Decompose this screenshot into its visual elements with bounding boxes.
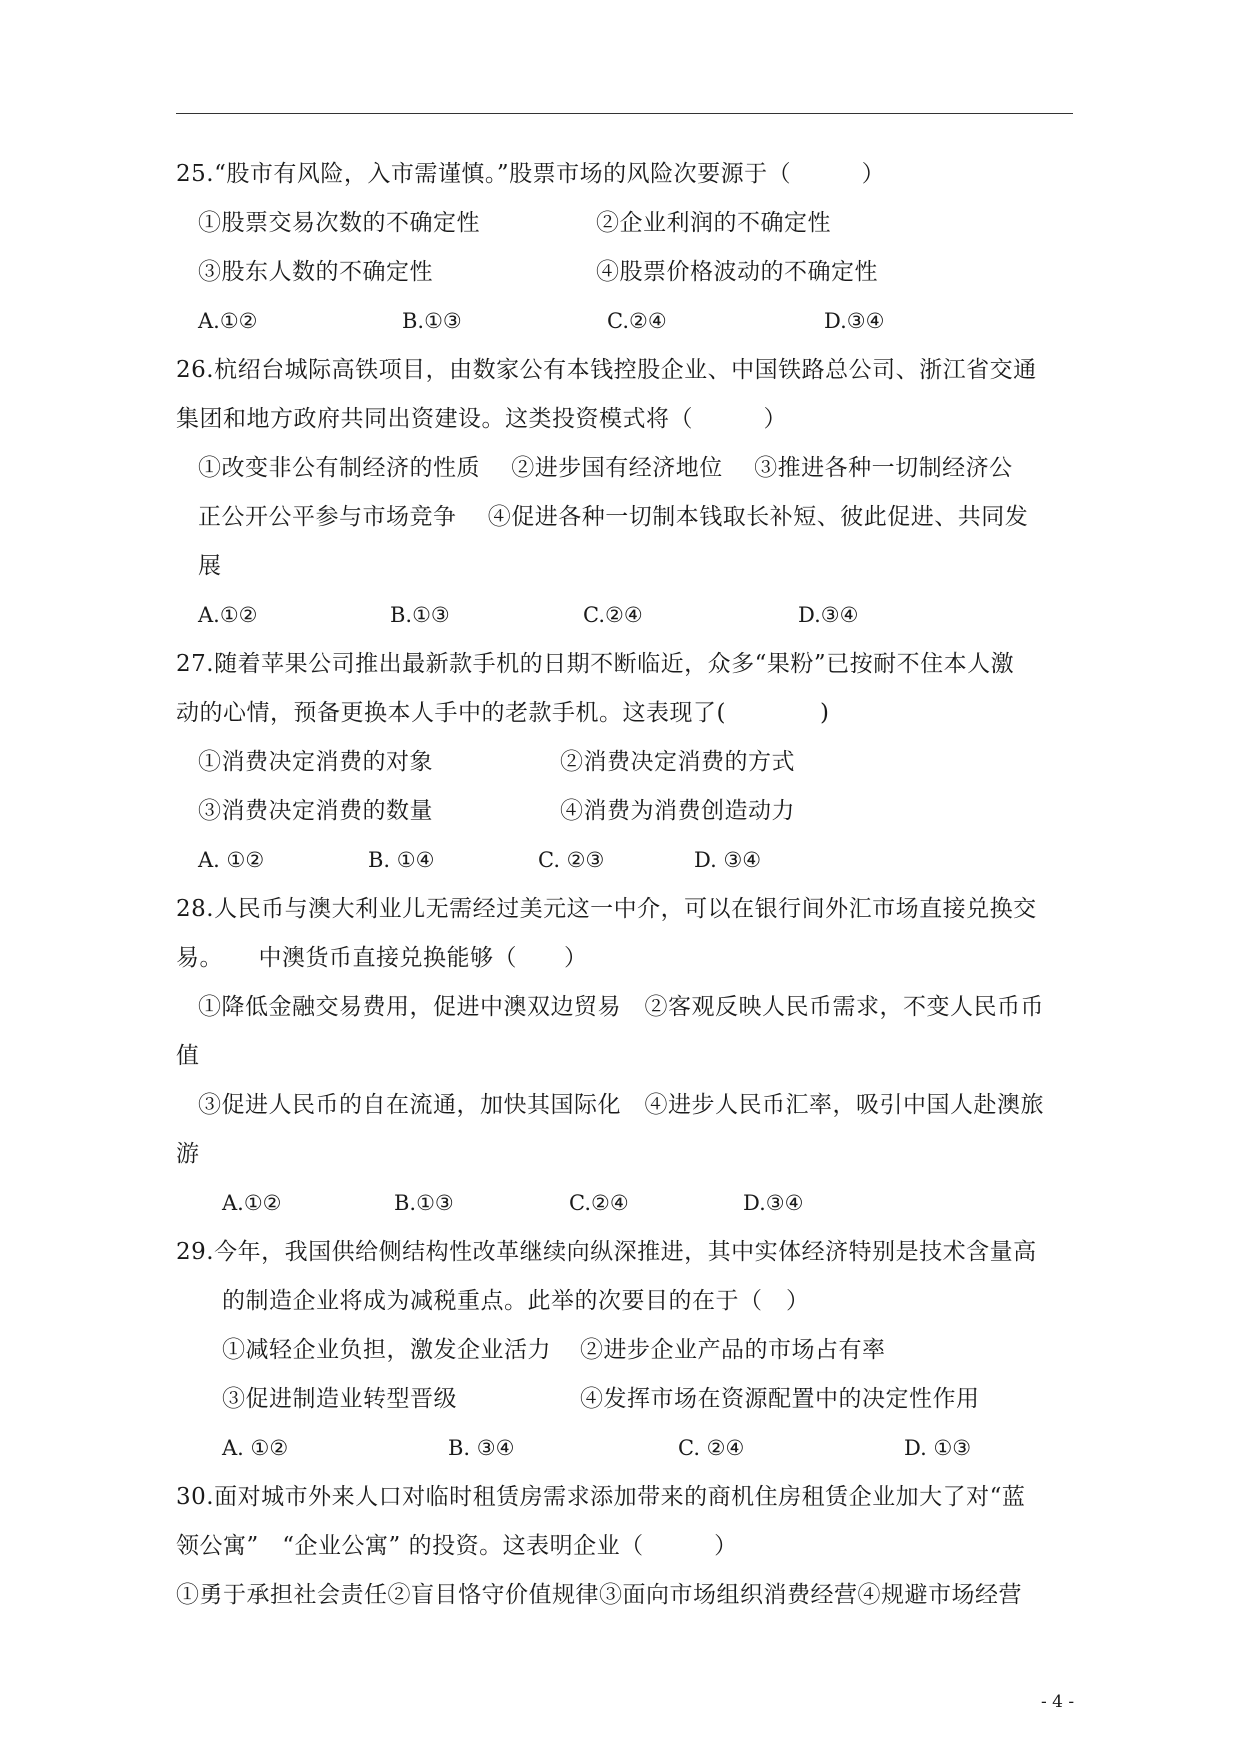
q25-item-3: ③股东人数的不确定性 bbox=[198, 259, 433, 285]
q28-items-4: 游 bbox=[176, 1141, 200, 1167]
q28-items-1: ①降低金融交易费用，促进中澳双边贸易 ②客观反映人民币需求，不变人民币币 bbox=[198, 994, 1044, 1020]
q26-option-c: C.②④ bbox=[583, 603, 643, 627]
q27-stem-2: 动的心情，预备更换本人手中的老款手机。这表现了( ) bbox=[176, 700, 830, 726]
q29-item-3: ③促进制造业转型晋级 bbox=[222, 1386, 457, 1412]
q25-option-d: D.③④ bbox=[824, 309, 885, 333]
q29-option-d: D. ①③ bbox=[904, 1436, 972, 1460]
q30-stem-2: 领公寓” “企业公寓” 的投资。这表明企业（ ） bbox=[176, 1533, 738, 1559]
q25-item-1: ①股票交易次数的不确定性 bbox=[198, 210, 480, 236]
q27-option-c: C. ②③ bbox=[538, 848, 605, 872]
q29-option-b: B. ③④ bbox=[448, 1436, 515, 1460]
q26-items-1: ①改变非公有制经济的性质 ②进步国有经济地位 ③推进各种一切制经济公 bbox=[198, 455, 1013, 481]
q28-stem-1: 28.人民币与澳大利业儿无需经过美元这一中介，可以在银行间外汇市场直接兑换交 bbox=[176, 896, 1037, 922]
q30-items-1: ①勇于承担社会责任②盲目恪守价值规律③面向市场组织消费经营④规避市场经营 bbox=[176, 1582, 1022, 1608]
q27-item-2: ②消费决定消费的方式 bbox=[560, 749, 795, 775]
q29-item-4: ④发挥市场在资源配置中的决定性作用 bbox=[580, 1386, 980, 1412]
q26-stem-2: 集团和地方政府共同出资建设。这类投资模式将（ ） bbox=[176, 406, 787, 432]
q26-stem-1: 26.杭绍台城际高铁项目，由数家公有本钱控股企业、中国铁路总公司、浙江省交通 bbox=[176, 357, 1037, 383]
q29-option-c: C. ②④ bbox=[678, 1436, 745, 1460]
q29-stem-1: 29.今年，我国供给侧结构性改革继续向纵深推进，其中实体经济特别是技术含量高 bbox=[176, 1239, 1037, 1265]
q27-option-d: D. ③④ bbox=[694, 848, 762, 872]
q30-stem-1: 30.面对城市外来人口对临时租赁房需求添加带来的商机住房租赁企业加大了对“蓝 bbox=[176, 1484, 1026, 1510]
q26-option-b: B.①③ bbox=[390, 603, 450, 627]
q27-option-b: B. ①④ bbox=[368, 848, 435, 872]
q28-items-2: 值 bbox=[176, 1043, 200, 1069]
q29-stem-2: 的制造企业将成为减税重点。此举的次要目的在于（ ） bbox=[222, 1288, 810, 1314]
q27-option-a: A. ①② bbox=[198, 848, 265, 872]
q26-option-d: D.③④ bbox=[798, 603, 859, 627]
q25-stem: 25.“股市有风险，入市需谨慎。”股票市场的风险次要源于（ ） bbox=[176, 161, 886, 187]
q27-item-3: ③消费决定消费的数量 bbox=[198, 798, 433, 824]
q28-option-a: A.①② bbox=[222, 1191, 282, 1215]
q29-item-2: ②进步企业产品的市场占有率 bbox=[580, 1337, 886, 1363]
q29-item-1: ①减轻企业负担，激发企业活力 bbox=[222, 1337, 551, 1363]
q27-item-4: ④消费为消费创造动力 bbox=[560, 798, 795, 824]
q25-option-c: C.②④ bbox=[607, 309, 667, 333]
q25-option-b: B.①③ bbox=[402, 309, 462, 333]
q28-stem-2: 易。 中澳货币直接兑换能够（ ） bbox=[176, 945, 588, 971]
q28-items-3: ③促进人民币的自在流通，加快其国际化 ④进步人民币汇率，吸引中国人赴澳旅 bbox=[198, 1092, 1044, 1118]
q26-items-2: 正公开公平参与市场竞争 ④促进各种一切制本钱取长补短、彼此促进、共同发 bbox=[198, 504, 1029, 530]
q25-item-4: ④股票价格波动的不确定性 bbox=[596, 259, 878, 285]
q27-item-1: ①消费决定消费的对象 bbox=[198, 749, 433, 775]
q26-option-a: A.①② bbox=[198, 603, 258, 627]
page-number: - 4 - bbox=[1041, 1692, 1075, 1712]
q29-option-a: A. ①② bbox=[222, 1436, 289, 1460]
q28-option-b: B.①③ bbox=[394, 1191, 454, 1215]
q25-option-a: A.①② bbox=[198, 309, 258, 333]
q25-item-2: ②企业利润的不确定性 bbox=[596, 210, 831, 236]
q26-items-3: 展 bbox=[198, 553, 222, 579]
q28-option-d: D.③④ bbox=[743, 1191, 804, 1215]
q27-stem-1: 27.随着苹果公司推出最新款手机的日期不断临近，众多“果粉”已按耐不住本人激 bbox=[176, 651, 1015, 677]
header-rule bbox=[176, 113, 1073, 114]
q28-option-c: C.②④ bbox=[569, 1191, 629, 1215]
